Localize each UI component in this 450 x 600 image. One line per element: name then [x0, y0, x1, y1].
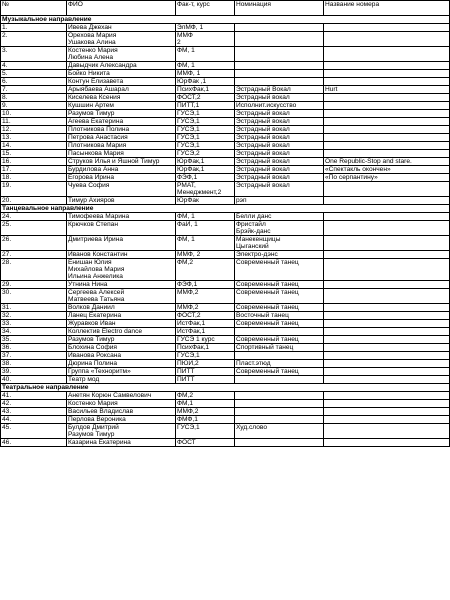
row-faculty: ММФ, 1 [176, 70, 235, 78]
row-faculty: ИстФак,1 [176, 320, 235, 328]
row-fio: Булдов Дмитрий Разумов Тимур [67, 424, 176, 439]
row-number: 38. [1, 360, 67, 368]
table-row [1, 251, 450, 259]
row-faculty: ПИТТ [176, 368, 235, 376]
row-number: 18. [1, 174, 67, 182]
row-nomination: Современный танец [235, 289, 324, 304]
row-fio: Арыябаева Ашарал [67, 86, 176, 94]
table-row [1, 62, 450, 70]
row-number: 10. [1, 110, 67, 118]
row-act-title [324, 376, 450, 384]
row-act-title [324, 32, 450, 47]
row-nomination: Эстрадный вокал [235, 94, 324, 102]
table-row [1, 86, 450, 94]
row-nomination: Современный танец [235, 259, 324, 281]
row-nomination: Современный танец [235, 368, 324, 376]
row-faculty: ГУСЭ,1 [176, 424, 235, 439]
section-row [1, 205, 450, 213]
table-row [1, 32, 450, 47]
row-nomination: Современный танец [235, 281, 324, 289]
row-number: 24. [1, 213, 67, 221]
section-title: Музыкальное направление [1, 16, 450, 24]
row-nomination [235, 352, 324, 360]
row-nomination: Фристайл Брэйк-данс [235, 221, 324, 236]
row-nomination [235, 408, 324, 416]
row-fio: Егорова Ирина [67, 174, 176, 182]
row-act-title [324, 47, 450, 62]
row-act-title [324, 408, 450, 416]
row-fio: Давыдчик Александра [67, 62, 176, 70]
row-fio: Разумов Тимур [67, 336, 176, 344]
row-fio: Крючков Степан [67, 221, 176, 236]
row-number: 3. [1, 47, 67, 62]
row-fio: Театр мод [67, 376, 176, 384]
row-fio: Волков Даниил [67, 304, 176, 312]
row-faculty: ИстФак,1 [176, 328, 235, 336]
table-row [1, 182, 450, 197]
table-row [1, 78, 450, 86]
row-faculty: ГУСЭ,1 [176, 126, 235, 134]
row-act-title [324, 251, 450, 259]
section-title: Танцевальное направление [1, 205, 450, 213]
row-nomination: Эстрадный вокал [235, 166, 324, 174]
table-body [1, 16, 450, 447]
row-faculty: ГУСЭ,1 [176, 110, 235, 118]
table-row [1, 94, 450, 102]
row-fio: Разумов Тимур [67, 110, 176, 118]
row-nomination: Эстрадный вокал [235, 126, 324, 134]
row-faculty: ПИТТ [176, 376, 235, 384]
row-faculty: ФОСТ,2 [176, 94, 235, 102]
row-fio: Иванов Константин [67, 251, 176, 259]
row-act-title [324, 70, 450, 78]
row-act-title [324, 118, 450, 126]
table-row [1, 408, 450, 416]
table-row [1, 259, 450, 281]
row-faculty: ФМ, 1 [176, 47, 235, 62]
row-fio: Киселева Ксения [67, 94, 176, 102]
row-act-title [324, 281, 450, 289]
row-faculty: ЮрФак [176, 197, 235, 205]
row-number: 5. [1, 70, 67, 78]
row-fio: Костенко Мария Любина Алена [67, 47, 176, 62]
header-act-title: Название номера [324, 1, 450, 16]
row-number: 42. [1, 400, 67, 408]
row-nomination [235, 400, 324, 408]
row-fio: Бойко Никита [67, 70, 176, 78]
row-number: 8. [1, 94, 67, 102]
row-number: 29. [1, 281, 67, 289]
table-row [1, 392, 450, 400]
row-faculty: ФМ,1 [176, 400, 235, 408]
row-number: 43. [1, 408, 67, 416]
row-faculty: ММФ,2 [176, 304, 235, 312]
row-faculty: ММФ 2 [176, 32, 235, 47]
row-fio: Струков Илья и Яшной Тимур [67, 158, 176, 166]
row-faculty: ГУСЭ,1 [176, 118, 235, 126]
row-fio: Анетян Корюн Самвелович [67, 392, 176, 400]
row-number: 20. [1, 197, 67, 205]
row-faculty: ФМ, 1 [176, 213, 235, 221]
row-act-title: «Спектакль окончен» [324, 166, 450, 174]
table-row [1, 304, 450, 312]
row-fio: Агеева Екатерина [67, 118, 176, 126]
table-row [1, 221, 450, 236]
row-act-title [324, 134, 450, 142]
row-act-title [324, 94, 450, 102]
header-row [1, 1, 450, 16]
row-faculty: ФОСТ,2 [176, 312, 235, 320]
table-row [1, 281, 450, 289]
row-act-title [324, 320, 450, 328]
row-act-title [324, 336, 450, 344]
table-row [1, 47, 450, 62]
row-act-title [324, 352, 450, 360]
row-nomination: Эстрадный вокал [235, 174, 324, 182]
row-act-title [324, 344, 450, 352]
table-row [1, 174, 450, 182]
row-act-title [324, 312, 450, 320]
table-row [1, 70, 450, 78]
row-number: 45. [1, 424, 67, 439]
row-nomination: Исполнит.искусство [235, 102, 324, 110]
row-faculty: РМАТ, Менеджмент,2 [176, 182, 235, 197]
row-nomination: Эстрадный вокал [235, 110, 324, 118]
row-act-title [324, 213, 450, 221]
row-number: 6. [1, 78, 67, 86]
row-number: 37. [1, 352, 67, 360]
row-nomination: Эстрадный вокал [235, 182, 324, 197]
row-faculty: ФМ,2 [176, 392, 235, 400]
row-act-title: One Republic-Stop and stare. [324, 158, 450, 166]
row-number: 11. [1, 118, 67, 126]
row-act-title [324, 360, 450, 368]
row-act-title [324, 400, 450, 408]
row-act-title [324, 236, 450, 251]
row-number: 17. [1, 166, 67, 174]
row-number: 35. [1, 336, 67, 344]
table-row [1, 376, 450, 384]
table-row [1, 166, 450, 174]
row-faculty: ГУСЭ,1 [176, 352, 235, 360]
row-faculty: ГУСЭ,2 [176, 150, 235, 158]
row-number: 4. [1, 62, 67, 70]
row-faculty: ММФ,2 [176, 408, 235, 416]
row-number: 19. [1, 182, 67, 197]
row-faculty: ПЮИ,2 [176, 360, 235, 368]
row-nomination: Эстрадный вокал [235, 150, 324, 158]
row-fio: Иванова Роксана [67, 352, 176, 360]
table-row [1, 126, 450, 134]
row-act-title [324, 439, 450, 447]
row-faculty: ФЭФ,1 [176, 281, 235, 289]
row-nomination [235, 32, 324, 47]
row-nomination: Электро-дэнс [235, 251, 324, 259]
row-act-title [324, 78, 450, 86]
row-number: 15. [1, 150, 67, 158]
row-fio: Плотникова Полина [67, 126, 176, 134]
table-row [1, 424, 450, 439]
row-faculty: ФМ,2 [176, 259, 235, 281]
row-faculty: ФЭФ,1 [176, 174, 235, 182]
row-fio: Перлова Вероника [67, 416, 176, 424]
row-number: 44. [1, 416, 67, 424]
table-row [1, 328, 450, 336]
row-number: 46. [1, 439, 67, 447]
row-act-title [324, 197, 450, 205]
row-act-title [324, 102, 450, 110]
row-number: 30. [1, 289, 67, 304]
row-nomination: Современный танец [235, 336, 324, 344]
row-nomination: Эстрадный вокал [235, 134, 324, 142]
row-nomination: Манекенщицы Цыганский [235, 236, 324, 251]
table-row [1, 368, 450, 376]
row-number: 41. [1, 392, 67, 400]
row-act-title: «По серпантину» [324, 174, 450, 182]
table-row [1, 213, 450, 221]
row-nomination [235, 392, 324, 400]
table-row [1, 336, 450, 344]
row-fio: Бурдилова Анна [67, 166, 176, 174]
row-act-title [324, 221, 450, 236]
row-faculty: ГУСЭ 1 курс [176, 336, 235, 344]
table-row [1, 416, 450, 424]
table-row [1, 360, 450, 368]
table-row [1, 439, 450, 447]
row-faculty: ГУСЭ,1 [176, 142, 235, 150]
row-nomination [235, 416, 324, 424]
row-nomination [235, 47, 324, 62]
row-fio: Дюрина Полина [67, 360, 176, 368]
row-number: 1. [1, 24, 67, 32]
row-fio: Чуева София [67, 182, 176, 197]
row-number: 33. [1, 320, 67, 328]
row-fio: Енишан Юлия Михайлова Мария Ильина Анжелика [67, 259, 176, 281]
row-fio: Казарина Екатерина [67, 439, 176, 447]
row-fio: Пасынкова Мария [67, 150, 176, 158]
table-row [1, 102, 450, 110]
row-nomination [235, 70, 324, 78]
table-row [1, 158, 450, 166]
row-number: 32. [1, 312, 67, 320]
row-act-title [324, 424, 450, 439]
row-number: 25. [1, 221, 67, 236]
table-row [1, 289, 450, 304]
row-nomination [235, 376, 324, 384]
row-fio: Дмитриева Ирина [67, 236, 176, 251]
row-act-title [324, 182, 450, 197]
row-fio: Петрова Анастасия [67, 134, 176, 142]
row-number: 27. [1, 251, 67, 259]
row-fio: Плотникова Мария [67, 142, 176, 150]
section-row [1, 384, 450, 392]
row-nomination [235, 62, 324, 70]
row-faculty: ЮрФак ,1 [176, 78, 235, 86]
table-row [1, 150, 450, 158]
row-fio: Костенко Мария [67, 400, 176, 408]
section-title: Театральное направление [1, 384, 450, 392]
header-number: № [1, 1, 67, 16]
row-fio: Тимофеева Марина [67, 213, 176, 221]
table-row [1, 134, 450, 142]
row-faculty: ПсихФак,1 [176, 86, 235, 94]
header-nomination: Номинация [235, 1, 324, 16]
row-act-title [324, 110, 450, 118]
row-act-title: Hurt [324, 86, 450, 94]
row-faculty: ФМ, 1 [176, 236, 235, 251]
row-fio: Журавков Иван [67, 320, 176, 328]
row-act-title [324, 259, 450, 281]
row-nomination: рэп [235, 197, 324, 205]
row-nomination [235, 439, 324, 447]
row-number: 40. [1, 376, 67, 384]
row-number: 39. [1, 368, 67, 376]
table-row [1, 118, 450, 126]
row-fio: Васильев Владислав [67, 408, 176, 416]
row-number: 14. [1, 142, 67, 150]
row-act-title [324, 150, 450, 158]
row-act-title [324, 142, 450, 150]
table-row [1, 110, 450, 118]
table-row [1, 344, 450, 352]
row-fio: Блохина София [67, 344, 176, 352]
table-row [1, 312, 450, 320]
row-number: 12. [1, 126, 67, 134]
row-nomination: Худ.слово [235, 424, 324, 439]
row-act-title [324, 24, 450, 32]
row-nomination: Эстрадный Вокал [235, 86, 324, 94]
row-nomination: Современный танец [235, 320, 324, 328]
header-faculty: Фак-т, курс [176, 1, 235, 16]
row-fio: Ивева Джехан [67, 24, 176, 32]
row-faculty: ММФ, 2 [176, 251, 235, 259]
row-act-title [324, 126, 450, 134]
table-row [1, 320, 450, 328]
row-nomination: Пласт.этюд [235, 360, 324, 368]
row-faculty: ФМ, 1 [176, 62, 235, 70]
row-act-title [324, 62, 450, 70]
row-number: 26. [1, 236, 67, 251]
row-number: 16. [1, 158, 67, 166]
row-fio: Коллектив Electro dance [67, 328, 176, 336]
row-faculty: ЭлМФ, 1 [176, 24, 235, 32]
row-number: 36. [1, 344, 67, 352]
row-faculty: ГУСЭ,1 [176, 134, 235, 142]
row-nomination: Эстрадный вокал [235, 118, 324, 126]
row-nomination: Спортивный танец [235, 344, 324, 352]
row-fio: Группа «Техноритм» [67, 368, 176, 376]
row-fio: Контун Елизавета [67, 78, 176, 86]
row-act-title [324, 289, 450, 304]
row-number: 9. [1, 102, 67, 110]
row-nomination: Эстрадный вокал [235, 158, 324, 166]
row-faculty: ПсихФак,1 [176, 344, 235, 352]
row-nomination: Современный танец [235, 304, 324, 312]
row-number: 31. [1, 304, 67, 312]
row-faculty: ФОСТ [176, 439, 235, 447]
table-row [1, 142, 450, 150]
row-act-title [324, 328, 450, 336]
row-number: 28. [1, 259, 67, 281]
table-row [1, 24, 450, 32]
row-fio: Ланец Екатерина [67, 312, 176, 320]
row-nomination: Белли данс [235, 213, 324, 221]
row-fio: Сергеева Алексей Матвеева Татьяна [67, 289, 176, 304]
row-fio: Кушшин Артем [67, 102, 176, 110]
row-nomination: Эстрадный вокал [235, 142, 324, 150]
row-act-title [324, 304, 450, 312]
table-row [1, 352, 450, 360]
row-number: 7. [1, 86, 67, 94]
row-fio: Утнина Нина [67, 281, 176, 289]
header-fio: ФИО [67, 1, 176, 16]
row-act-title [324, 368, 450, 376]
section-row [1, 16, 450, 24]
row-faculty: ФМФ,1 [176, 416, 235, 424]
row-nomination [235, 24, 324, 32]
table-row [1, 236, 450, 251]
row-faculty: ММФ,2 [176, 289, 235, 304]
row-act-title [324, 416, 450, 424]
row-faculty: ПИТТ,1 [176, 102, 235, 110]
row-nomination [235, 78, 324, 86]
row-faculty: ЮрФак,1 [176, 158, 235, 166]
row-number: 13. [1, 134, 67, 142]
row-number: 34. [1, 328, 67, 336]
row-fio: Орехова Мария Ушакова Алина [67, 32, 176, 47]
row-nomination [235, 328, 324, 336]
row-fio: Тимур Ахияров [67, 197, 176, 205]
row-number: 2. [1, 32, 67, 47]
row-faculty: ФаИ, 1 [176, 221, 235, 236]
table-row [1, 400, 450, 408]
table-row [1, 197, 450, 205]
row-nomination: Восточный танец [235, 312, 324, 320]
row-faculty: ЮрФак,1 [176, 166, 235, 174]
row-act-title [324, 392, 450, 400]
